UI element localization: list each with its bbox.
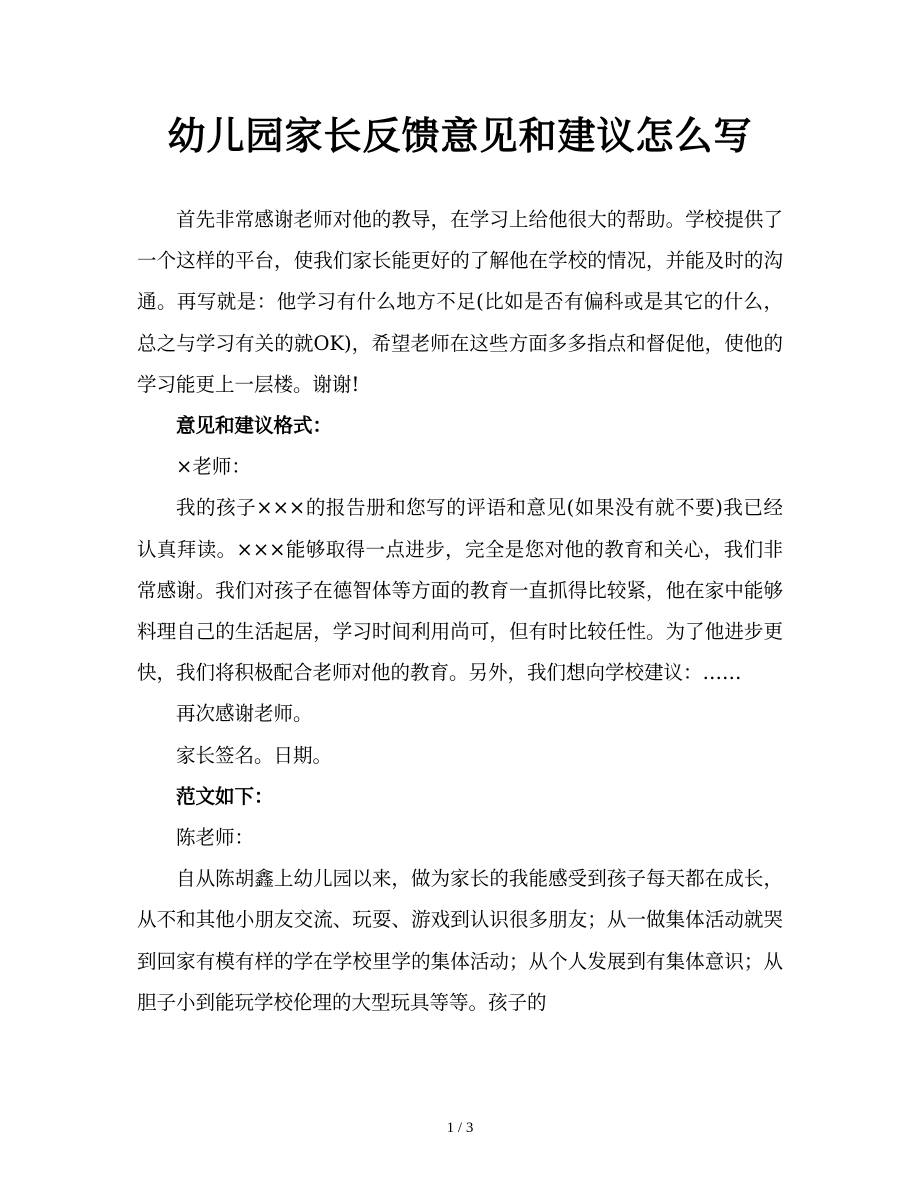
page-number: 1 / 3 (446, 1120, 474, 1136)
document-body (137, 199, 783, 1023)
sample-heading: 范文如下： (176, 784, 274, 808)
sample-salutation: 陈老师： (176, 826, 255, 850)
format-heading: 意见和建议格式： (176, 414, 333, 438)
format-salutation: ×老师： (176, 455, 251, 479)
format-signature: 家长签名。日期。 (176, 743, 333, 767)
format-body-paragraph: 我的孩子×××的报告册和您写的评语和意见(如果没有就不要)我已经认真拜读。×××能够取得一点进步，完全是您对他的教育和关心，我们非常感谢。我们对孩子在德智体等方面的教育一直抓得比较紧，他在家中能够料理自己的生活起居，学习时间利用尚可，但有时比较任性。为了他进步更快，我们将积极配合老师对他的教育。另外，我们想向学校建议：…… (137, 496, 783, 685)
intro-paragraph: 首先非常感谢老师对他的教导，在学习上给他很大的帮助。学校提供了一个这样的平台，使我们家长能更好的了解他在学校的情况，并能及时的沟通。再写就是：他学习有什么地方不足(比如是否有偏科或是其它的什么，总之与学习有关的就OK)，希望老师在这些方面多多指点和督促他，使他的学习能更上一层楼。谢谢! (137, 208, 783, 396)
sample-body-paragraph: 自从陈胡鑫上幼儿园以来，做为家长的我能感受到孩子每天都在成长，从不和其他小朋友交流、玩耍、游戏到认识很多朋友；从一做集体活动就哭到回家有模有样的学在学校里学的集体活动；从个人发展到有集体意识；从胆子小到能玩学校伦理的大型玩具等等。孩子的 (137, 867, 783, 1014)
format-thanks: 再次感谢老师。 (176, 702, 313, 726)
document-title: 幼儿园家长反馈意见和建议怎么写 (167, 113, 753, 158)
